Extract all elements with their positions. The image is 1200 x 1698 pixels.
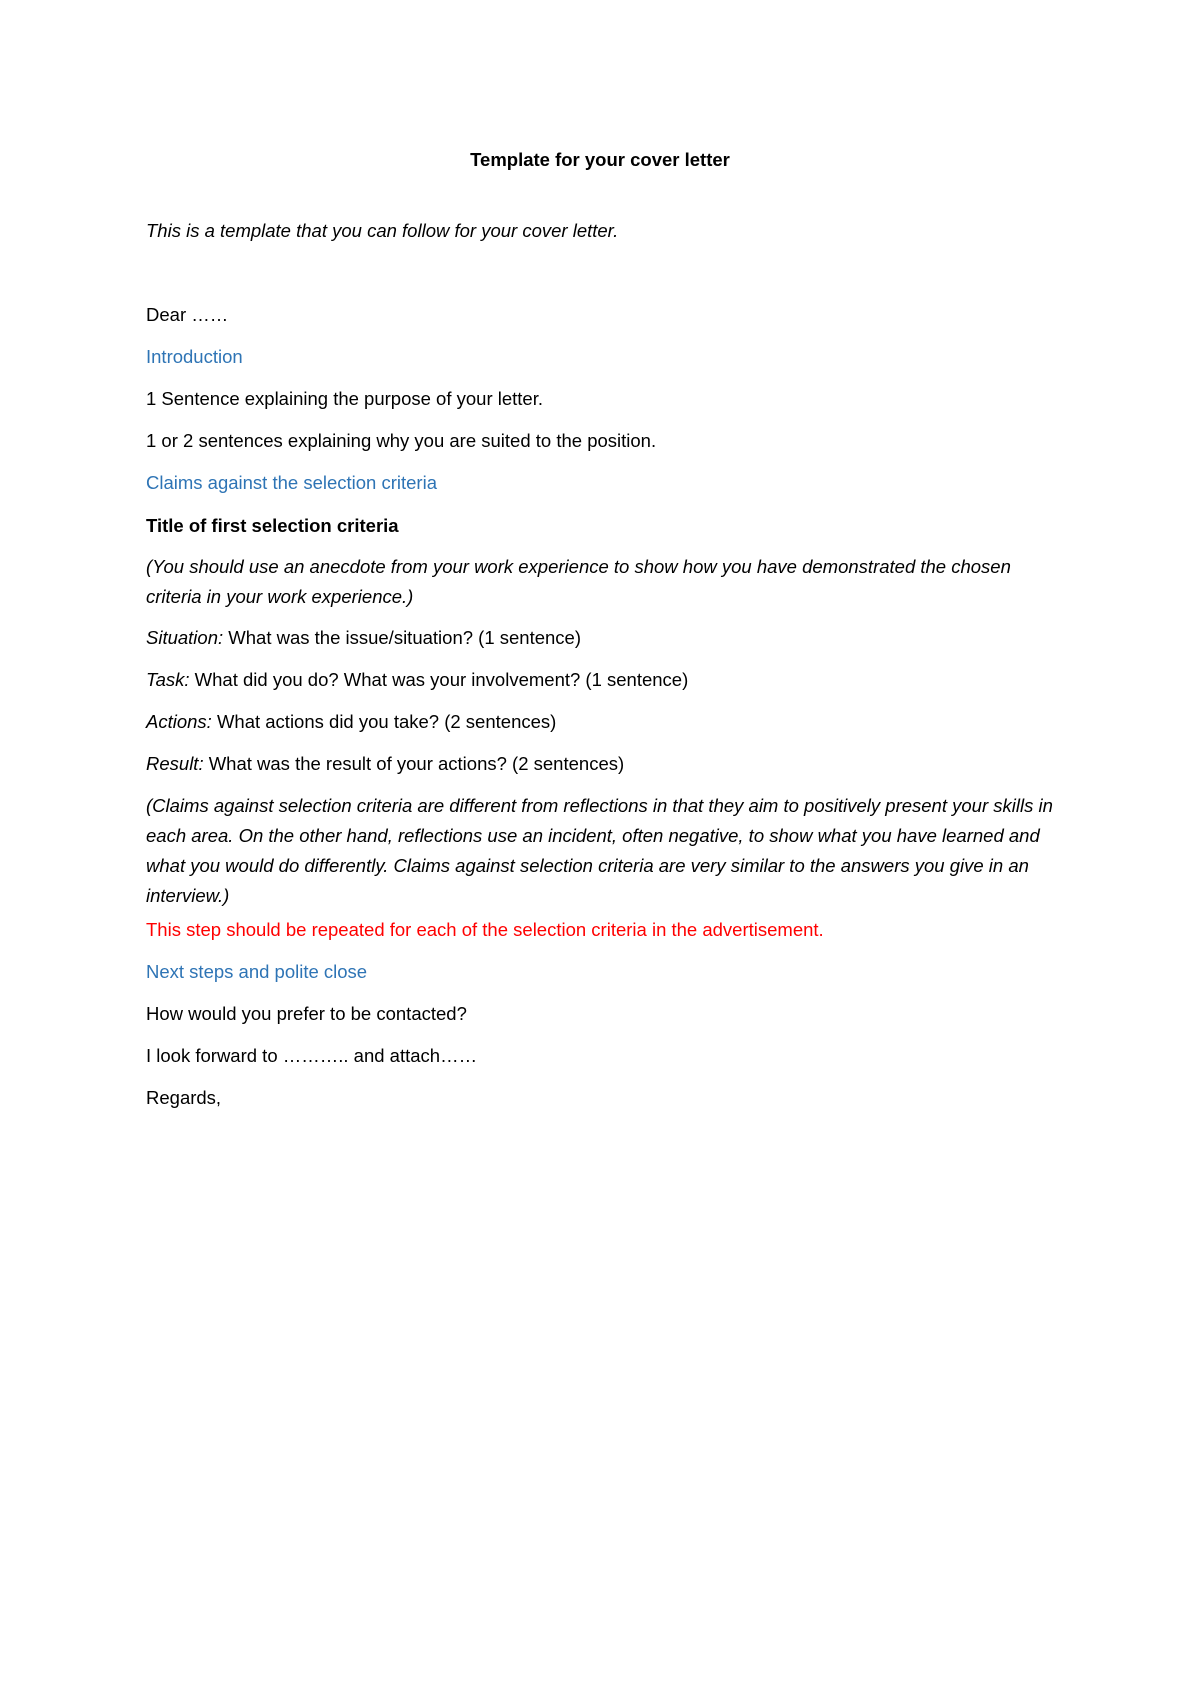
closing-heading: Next steps and polite close (146, 961, 368, 982)
star-task (146, 665, 688, 695)
comparison-note: (Claims against selection criteria are different from reflections in that they aim to positively present your skills in each area. On the other hand, reflections use an incident, often negative, to show what you have learned and what you would do differently. Claims against selection criteria are very similar to the answers you give in an interview.) (146, 795, 1053, 906)
star-situation-text: What was the issue/situation? (1 sentence) (223, 627, 581, 648)
star-task-label: Task: (146, 669, 190, 690)
contact-line: How would you prefer to be contacted? (146, 1003, 467, 1024)
criteria-title: Title of first selection criteria (146, 515, 399, 536)
introduction-heading: Introduction (146, 346, 243, 367)
forward-line: I look forward to ……….. and attach…… (146, 1045, 478, 1066)
signoff: Regards, (146, 1087, 222, 1108)
star-task-text: What did you do? What was your involvement? (1 sentence) (189, 669, 689, 690)
claims-heading: Claims against the selection criteria (146, 472, 437, 493)
star-actions-label: Actions: (146, 711, 212, 732)
star-result-label: Result: (146, 753, 204, 774)
introduction-line-1: 1 Sentence explaining the purpose of your letter. (146, 388, 543, 409)
star-result-text: What was the result of your actions? (2 sentences) (203, 753, 625, 774)
anecdote-note: (You should use an anecdote from your work experience to show how you have demonstrated the chosen criteria in your work experience.) (146, 556, 1011, 607)
star-situation-label: Situation: (146, 627, 224, 648)
page-title: Template for your cover letter (470, 149, 730, 170)
star-result (146, 749, 624, 779)
salutation: Dear …… (146, 304, 229, 325)
star-situation (146, 623, 581, 653)
star-actions-text: What actions did you take? (2 sentences) (211, 711, 557, 732)
star-actions (146, 707, 556, 737)
repeat-warning: This step should be repeated for each of the selection criteria in the advertisement. (146, 919, 824, 940)
introduction-line-2: 1 or 2 sentences explaining why you are suited to the position. (146, 430, 657, 451)
intro-note: This is a template that you can follow for your cover letter. (146, 220, 619, 241)
